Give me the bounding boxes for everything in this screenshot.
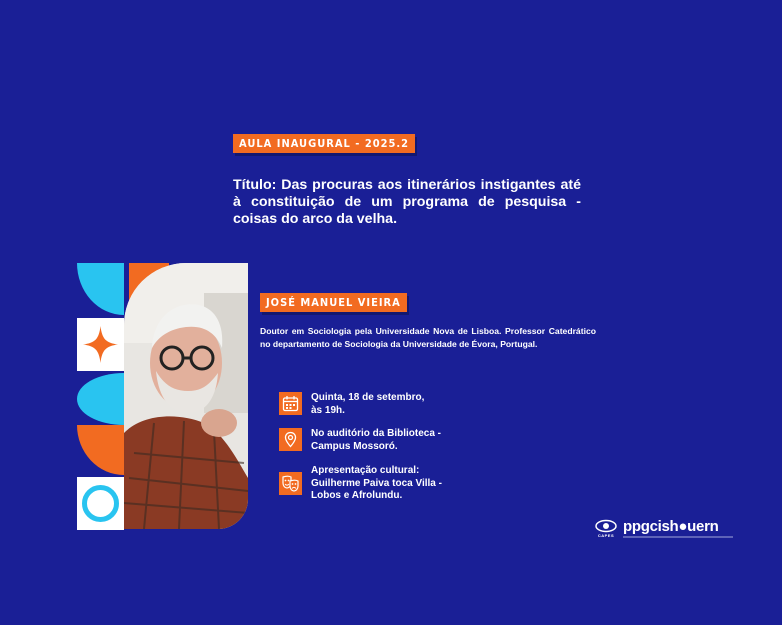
program-brand: ppgcish●uern <box>623 518 719 535</box>
speaker-bio: Doutor em Sociologia pela Universidade Nova de Lisboa. Professor Catedrático no departamento de Sociologia da Universidade de Évora, Portugal. <box>260 326 596 349</box>
calendar-icon <box>279 392 302 415</box>
capes-logo <box>595 519 617 538</box>
lecture-title: Título: Das procuras aos itinerários instigantes até à constituição de um programa de pesquisa - coisas do arco da velha. <box>233 177 581 227</box>
speaker-name-tag: JOSÉ MANUEL VIEIRA <box>260 293 407 312</box>
theater-masks-icon <box>279 472 302 495</box>
info-row-location <box>279 428 471 453</box>
info-line: Quinta, 18 de setembro, <box>311 392 425 403</box>
info-line: Lobos e Afrolundu. <box>311 490 403 501</box>
info-text-cultural <box>311 465 471 503</box>
info-line: No auditório da Biblioteca - <box>311 428 442 439</box>
speaker-photo <box>124 263 248 529</box>
event-tag: AULA INAUGURAL - 2025.2 <box>233 134 415 153</box>
location-pin-icon <box>279 428 302 451</box>
info-line: Apresentação cultural: <box>311 465 420 476</box>
capes-eye-icon <box>595 519 617 533</box>
info-line: Campus Mossoró. <box>311 440 398 452</box>
info-line: às 19h. <box>311 404 345 416</box>
footer-logos <box>595 519 733 538</box>
info-row-date <box>279 392 471 417</box>
info-line: Guilherme Paiva toca Villa - <box>311 477 442 489</box>
program-subtitle-line <box>623 536 733 538</box>
info-row-cultural <box>279 465 471 503</box>
info-text-location <box>311 428 471 453</box>
info-text-date <box>311 392 471 417</box>
program-logo <box>623 519 733 538</box>
capes-label: CAPES <box>597 533 615 538</box>
